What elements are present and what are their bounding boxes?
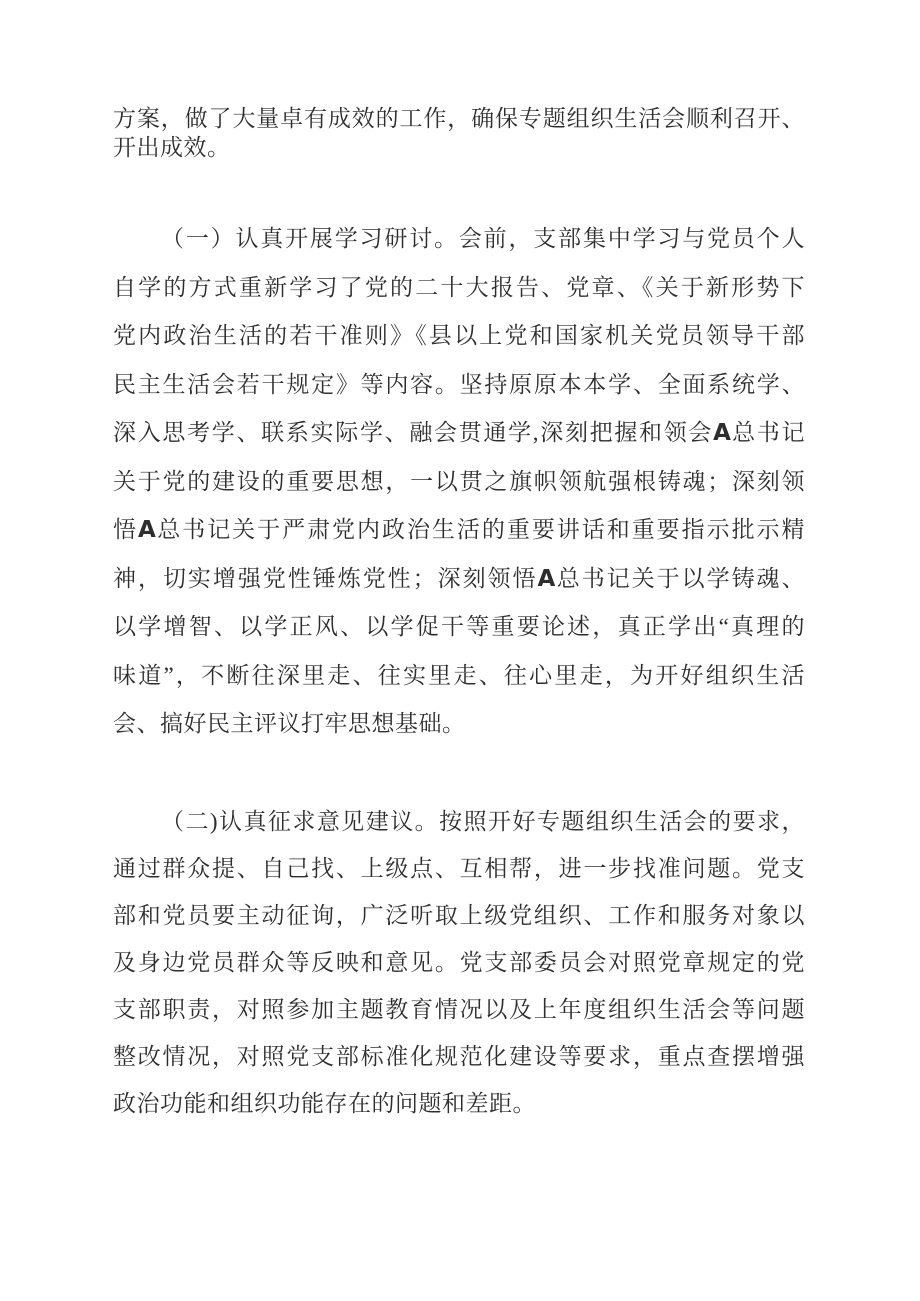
text-line: （二)认真征求意见建议。按照开好专题组织生活会的要求， — [161, 809, 805, 834]
latin-placeholder: A — [713, 420, 731, 446]
latin-placeholder: A — [537, 565, 556, 592]
text-line: 自学的方式重新学习了党的二十大报告、党章、《关于新形势下 — [113, 274, 805, 300]
text-line: 以学增智、以学正风、以学促干等重要论述，真正学出“真理的 — [113, 614, 805, 639]
text-line: 味道”，不断往深里走、往实里走、往心里走，为开好组织生活 — [113, 662, 805, 688]
text-line: 部和党员要主动征询，广泛听取上级党组织、工作和服务对象以 — [113, 903, 805, 928]
text-line: 政治功能和组织功能存在的问题和差距。 — [113, 1091, 536, 1116]
text-line: 通过群众提、自己找、上级点、互相帮，进一步找准问题。党支 — [113, 856, 805, 881]
text-line: 党内政治生活的若干准则》《县以上党和国家机关党员领导干部 — [113, 323, 805, 348]
text-line: 民主生活会若干规定》等内容。坚持原原本本学、全面系统学、 — [113, 371, 805, 397]
text-line: 整改情况，对照党支部标准化规范化建设等要求，重点查摆增强 — [113, 1044, 805, 1069]
text-line: 深入思考学、联系实际学、融会贯通学,深刻把握和领会A总书记 — [113, 420, 806, 446]
text-line: 支部职责，对照参加主题教育情况以及上年度组织生活会等问题 — [113, 997, 805, 1022]
latin-placeholder: A — [137, 517, 156, 543]
paragraph-continuation — [113, 105, 805, 162]
text-line: 神，切实增强党性锤炼党性；深刻领悟A总书记关于以学铸魂、 — [113, 565, 806, 592]
text-line: 及身边党员群众等反映和意见。党支部委员会对照党章规定的党 — [113, 950, 805, 975]
text-line: 会、搞好民主评议打牢思想基础。 — [113, 711, 466, 736]
text-line: 开出成效。 — [113, 134, 231, 160]
text-line: 悟A总书记关于严肃党内政治生活的重要讲话和重要指示批示精 — [113, 517, 806, 543]
paragraph-section-1 — [113, 215, 805, 749]
text-line: 方案，做了大量卓有成效的工作，确保专题组织生活会顺利召开、 — [113, 106, 805, 131]
text-line: （一）认真开展学习研讨。会前，支部集中学习与党员个人 — [161, 226, 805, 251]
paragraph-section-2 — [113, 798, 805, 1127]
text-line: 关于党的建设的重要思想，一以贯之旗帜领航强根铸魂；深刻领 — [113, 468, 805, 494]
